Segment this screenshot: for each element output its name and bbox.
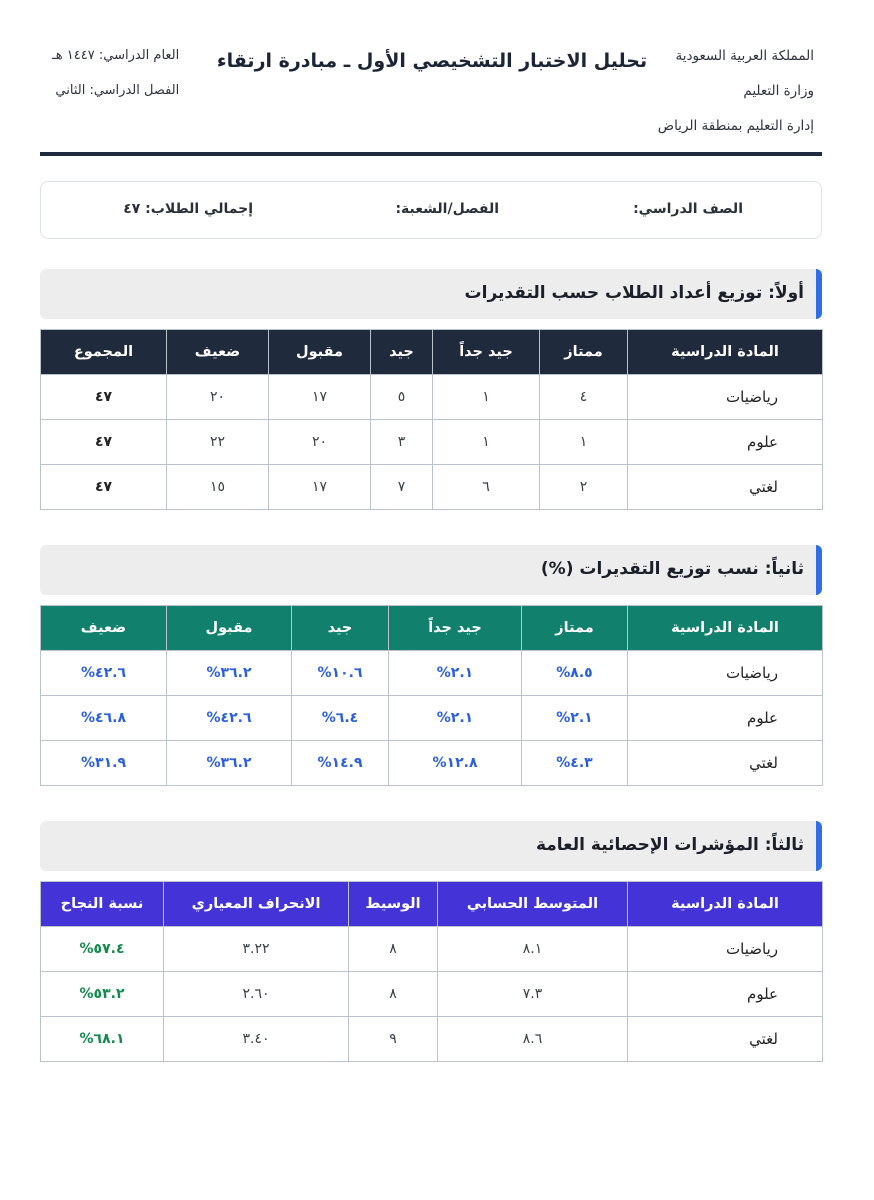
percent-cell: ٢.١% <box>389 651 522 696</box>
table-cell: ٦ <box>433 465 540 510</box>
grade-label: الصف الدراسي: <box>633 201 743 217</box>
table-cell: ٨.٦ <box>438 1017 628 1062</box>
section1-heading <box>40 269 822 319</box>
table-cell: ٥ <box>371 375 433 420</box>
table-row <box>41 696 823 741</box>
col-very-good: جيد جداً <box>433 330 540 375</box>
table-cell: ٤ <box>540 375 628 420</box>
total-cell: ٤٧ <box>41 420 167 465</box>
subject-cell: لغتي <box>628 465 823 510</box>
subject-cell: رياضيات <box>628 375 823 420</box>
table-header-row <box>41 606 823 651</box>
ministry-name: وزارة التعليم <box>743 83 814 99</box>
table-cell: ٢.٦٠ <box>164 972 349 1017</box>
total-cell: ٤٧ <box>41 465 167 510</box>
percent-cell: ٤.٣% <box>522 741 628 786</box>
col-median: الوسيط <box>349 882 438 927</box>
pass-rate-cell: ٥٧.٤% <box>41 927 164 972</box>
total-students: إجمالي الطلاب: ٤٧ <box>123 201 253 217</box>
col-good: جيد <box>292 606 389 651</box>
col-weak: ضعيف <box>167 330 269 375</box>
table-cell: ٨.١ <box>438 927 628 972</box>
subject-cell: لغتي <box>628 1017 823 1062</box>
statistics-table <box>40 881 823 1062</box>
col-good: جيد <box>371 330 433 375</box>
percent-cell: ١٤.٩% <box>292 741 389 786</box>
table-row <box>41 741 823 786</box>
section-label: الفصل/الشعبة: <box>395 201 499 217</box>
percent-cell: ٣١.٩% <box>41 741 167 786</box>
subject-cell: علوم <box>628 420 823 465</box>
section3-title: ثالثاً: المؤشرات الإحصائية العامة <box>535 835 804 855</box>
table-header-row <box>41 330 823 375</box>
class-info-box <box>40 181 822 239</box>
section3-heading <box>40 821 822 871</box>
subject-cell: علوم <box>628 696 823 741</box>
pass-rate-cell: ٦٨.١% <box>41 1017 164 1062</box>
section2-title: ثانياً: نسب توزيع التقديرات (%) <box>540 559 804 579</box>
percent-cell: ٣٦.٢% <box>167 651 292 696</box>
percent-cell: ٣٦.٢% <box>167 741 292 786</box>
col-very-good: جيد جداً <box>389 606 522 651</box>
col-std-dev: الانحراف المعياري <box>164 882 349 927</box>
table-cell: ١ <box>433 375 540 420</box>
table-row <box>41 465 823 510</box>
col-excellent: ممتاز <box>522 606 628 651</box>
section1-title: أولاً: توزيع أعداد الطلاب حسب التقديرات <box>464 283 804 303</box>
col-excellent: ممتاز <box>540 330 628 375</box>
col-acceptable: مقبول <box>269 330 371 375</box>
header-org-info <box>658 48 814 153</box>
percent-cell: ٤٢.٦% <box>41 651 167 696</box>
table-cell: ١ <box>540 420 628 465</box>
col-mean: المتوسط الحسابي <box>438 882 628 927</box>
academic-term: الفصل الدراسي: الثاني <box>55 83 180 98</box>
table-cell: ٩ <box>349 1017 438 1062</box>
table-cell: ٣ <box>371 420 433 465</box>
table-cell: ٨ <box>349 927 438 972</box>
pass-rate-cell: ٥٣.٢% <box>41 972 164 1017</box>
table-cell: ٧.٣ <box>438 972 628 1017</box>
subject-cell: رياضيات <box>628 651 823 696</box>
grade-percentages-table <box>40 605 823 786</box>
table-cell: ٨ <box>349 972 438 1017</box>
percent-cell: ٢.١% <box>522 696 628 741</box>
table-cell: ١٧ <box>269 375 371 420</box>
col-acceptable: مقبول <box>167 606 292 651</box>
col-weak: ضعيف <box>41 606 167 651</box>
academic-year: العام الدراسي: ١٤٤٧ هـ <box>52 48 180 63</box>
table-cell: ٢ <box>540 465 628 510</box>
table-cell: ٣.٢٢ <box>164 927 349 972</box>
table-cell: ٣.٤٠ <box>164 1017 349 1062</box>
header-academic-info <box>52 48 179 118</box>
table-row <box>41 927 823 972</box>
percent-cell: ٨.٥% <box>522 651 628 696</box>
percent-cell: ٤٢.٦% <box>167 696 292 741</box>
table-cell: ٧ <box>371 465 433 510</box>
table-cell: ١٧ <box>269 465 371 510</box>
percent-cell: ٦.٤% <box>292 696 389 741</box>
table-row <box>41 1017 823 1062</box>
table-header-row <box>41 882 823 927</box>
col-subject: المادة الدراسية <box>628 330 823 375</box>
country-name: المملكة العربية السعودية <box>675 48 814 64</box>
section2-heading <box>40 545 822 595</box>
percent-cell: ٢.١% <box>389 696 522 741</box>
col-subject: المادة الدراسية <box>628 882 823 927</box>
report-header <box>40 44 822 144</box>
total-cell: ٤٧ <box>41 375 167 420</box>
report-title: تحليل الاختبار التشخيصي الأول ـ مبادرة ارتقاء <box>216 50 648 72</box>
subject-cell: لغتي <box>628 741 823 786</box>
table-cell: ٢٠ <box>167 375 269 420</box>
col-subject: المادة الدراسية <box>628 606 823 651</box>
percent-cell: ١٢.٨% <box>389 741 522 786</box>
table-row <box>41 375 823 420</box>
percent-cell: ٤٦.٨% <box>41 696 167 741</box>
table-cell: ٢٢ <box>167 420 269 465</box>
table-cell: ١ <box>433 420 540 465</box>
header-divider <box>40 152 822 156</box>
table-row <box>41 651 823 696</box>
subject-cell: علوم <box>628 972 823 1017</box>
col-pass-rate: نسبة النجاح <box>41 882 164 927</box>
table-cell: ٢٠ <box>269 420 371 465</box>
grade-counts-table <box>40 329 823 510</box>
table-row <box>41 420 823 465</box>
table-row <box>41 972 823 1017</box>
percent-cell: ١٠.٦% <box>292 651 389 696</box>
col-total: المجموع <box>41 330 167 375</box>
department-name: إدارة التعليم بمنطقة الرياض <box>657 118 814 134</box>
subject-cell: رياضيات <box>628 927 823 972</box>
table-cell: ١٥ <box>167 465 269 510</box>
